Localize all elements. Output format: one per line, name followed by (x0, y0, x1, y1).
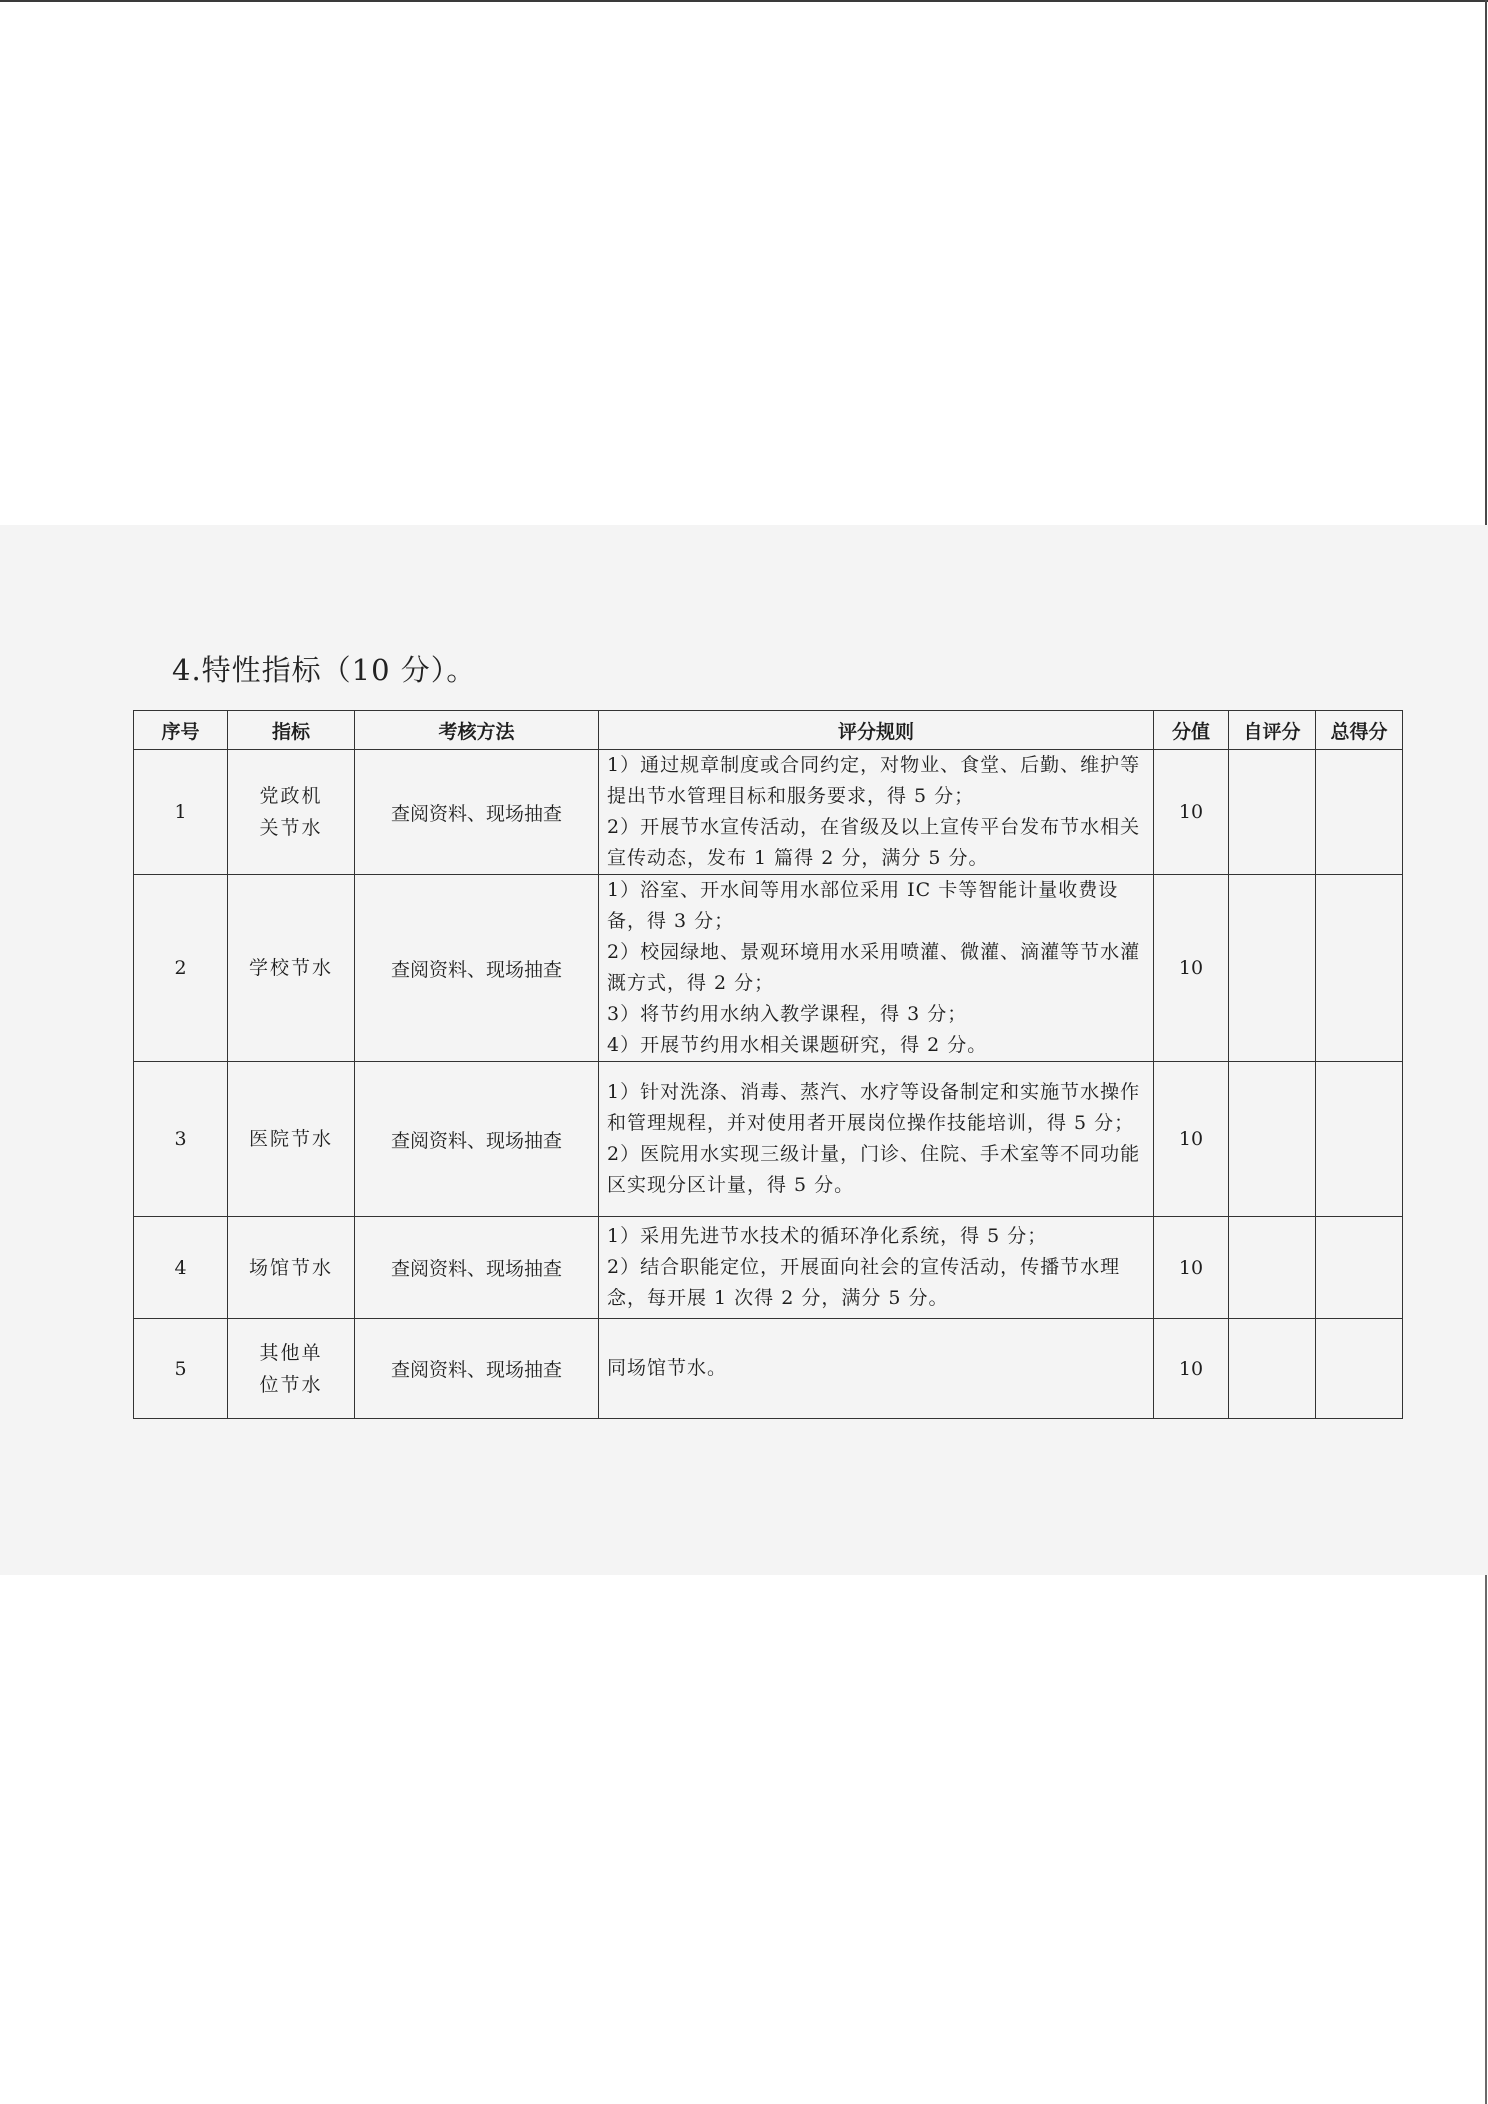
cell-total-score[interactable] (1316, 875, 1403, 1062)
cell-total-score[interactable] (1316, 750, 1403, 875)
cell-method: 查阅资料、现场抽查 (355, 875, 599, 1062)
cell-no: 1 (134, 750, 228, 875)
cell-self-score[interactable] (1229, 1062, 1316, 1217)
cell-rules (599, 1062, 1154, 1217)
header-method: 考核方法 (355, 711, 599, 750)
cell-no: 2 (134, 875, 228, 1062)
cell-self-score[interactable] (1229, 1319, 1316, 1419)
indicator-text: 其他单位节水 (259, 1341, 323, 1396)
cell-rules (599, 1217, 1154, 1319)
table-header-row (134, 711, 1403, 750)
rule-line: 1）针对洗涤、消毒、蒸汽、水疗等设备制定和实施节水操作和管理规程，并对使用者开展岗位操作技能培训，得 5 分； (607, 1081, 1141, 1134)
cell-method: 查阅资料、现场抽查 (355, 750, 599, 875)
rule-line: 2）医院用水实现三级计量，门诊、住院、手术室等不同功能区实现分区计量，得 5 分。 (607, 1143, 1141, 1196)
cell-score: 10 (1154, 1217, 1229, 1319)
table-row (134, 1062, 1403, 1217)
rule-line: 1）浴室、开水间等用水部位采用 IC 卡等智能计量收费设备，得 3 分； (607, 879, 1119, 932)
cell-self-score[interactable] (1229, 750, 1316, 875)
cell-method: 查阅资料、现场抽查 (355, 1319, 599, 1419)
rule-line: 3）将节约用水纳入教学课程，得 3 分； (607, 1003, 968, 1025)
rule-line: 2）结合职能定位，开展面向社会的宣传活动，传播节水理念，每开展 1 次得 2 分，满分 5 分。 (607, 1256, 1121, 1309)
header-self-score: 自评分 (1229, 711, 1316, 750)
scoring-table (133, 710, 1403, 1419)
header-no: 序号 (134, 711, 228, 750)
cell-indicator (228, 1217, 355, 1319)
indicator-text: 学校节水 (248, 957, 333, 979)
cell-score: 10 (1154, 875, 1229, 1062)
scan-edge-right (1485, 0, 1487, 525)
cell-indicator (228, 1062, 355, 1217)
cell-method: 查阅资料、现场抽查 (355, 1217, 599, 1319)
table-row (134, 750, 1403, 875)
header-score: 分值 (1154, 711, 1229, 750)
indicator-text: 医院节水 (248, 1128, 333, 1150)
cell-self-score[interactable] (1229, 875, 1316, 1062)
header-indicator: 指标 (228, 711, 355, 750)
cell-rules (599, 875, 1154, 1062)
cell-self-score[interactable] (1229, 1217, 1316, 1319)
cell-score: 10 (1154, 1319, 1229, 1419)
cell-indicator (228, 1319, 355, 1419)
cell-rules (599, 750, 1154, 875)
cell-total-score[interactable] (1316, 1217, 1403, 1319)
scan-edge-top (0, 0, 1488, 2)
cell-total-score[interactable] (1316, 1319, 1403, 1419)
rule-line: 4）开展节约用水相关课题研究，得 2 分。 (607, 1034, 988, 1056)
rule-line: 2）校园绿地、景观环境用水采用喷灌、微灌、滴灌等节水灌溉方式，得 2 分； (607, 941, 1141, 994)
cell-indicator (228, 750, 355, 875)
rule-line: 1）采用先进节水技术的循环净化系统，得 5 分； (607, 1225, 1048, 1247)
cell-no: 4 (134, 1217, 228, 1319)
cell-method: 查阅资料、现场抽查 (355, 1062, 599, 1217)
section-title: 4.特性指标（10 分）。 (172, 653, 477, 687)
cell-indicator (228, 875, 355, 1062)
rule-line: 同场馆节水。 (607, 1357, 728, 1379)
scan-edge-right-lower (1485, 1575, 1487, 2104)
cell-score: 10 (1154, 750, 1229, 875)
table-row (134, 875, 1403, 1062)
rule-line: 1）通过规章制度或合同约定，对物业、食堂、后勤、维护等提出节水管理目标和服务要求，得 5 分； (607, 754, 1141, 807)
cell-score: 10 (1154, 1062, 1229, 1217)
indicator-text: 党政机关节水 (259, 785, 323, 839)
cell-no: 3 (134, 1062, 228, 1217)
header-total-score: 总得分 (1316, 711, 1403, 750)
table-row (134, 1319, 1403, 1419)
indicator-text: 场馆节水 (248, 1256, 333, 1279)
cell-no: 5 (134, 1319, 228, 1419)
table-row (134, 1217, 1403, 1319)
header-rules: 评分规则 (599, 711, 1154, 750)
cell-total-score[interactable] (1316, 1062, 1403, 1217)
cell-rules (599, 1319, 1154, 1419)
rule-line: 2）开展节水宣传活动，在省级及以上宣传平台发布节水相关宣传动态，发布 1 篇得 2 分，满分 5 分。 (607, 816, 1141, 869)
